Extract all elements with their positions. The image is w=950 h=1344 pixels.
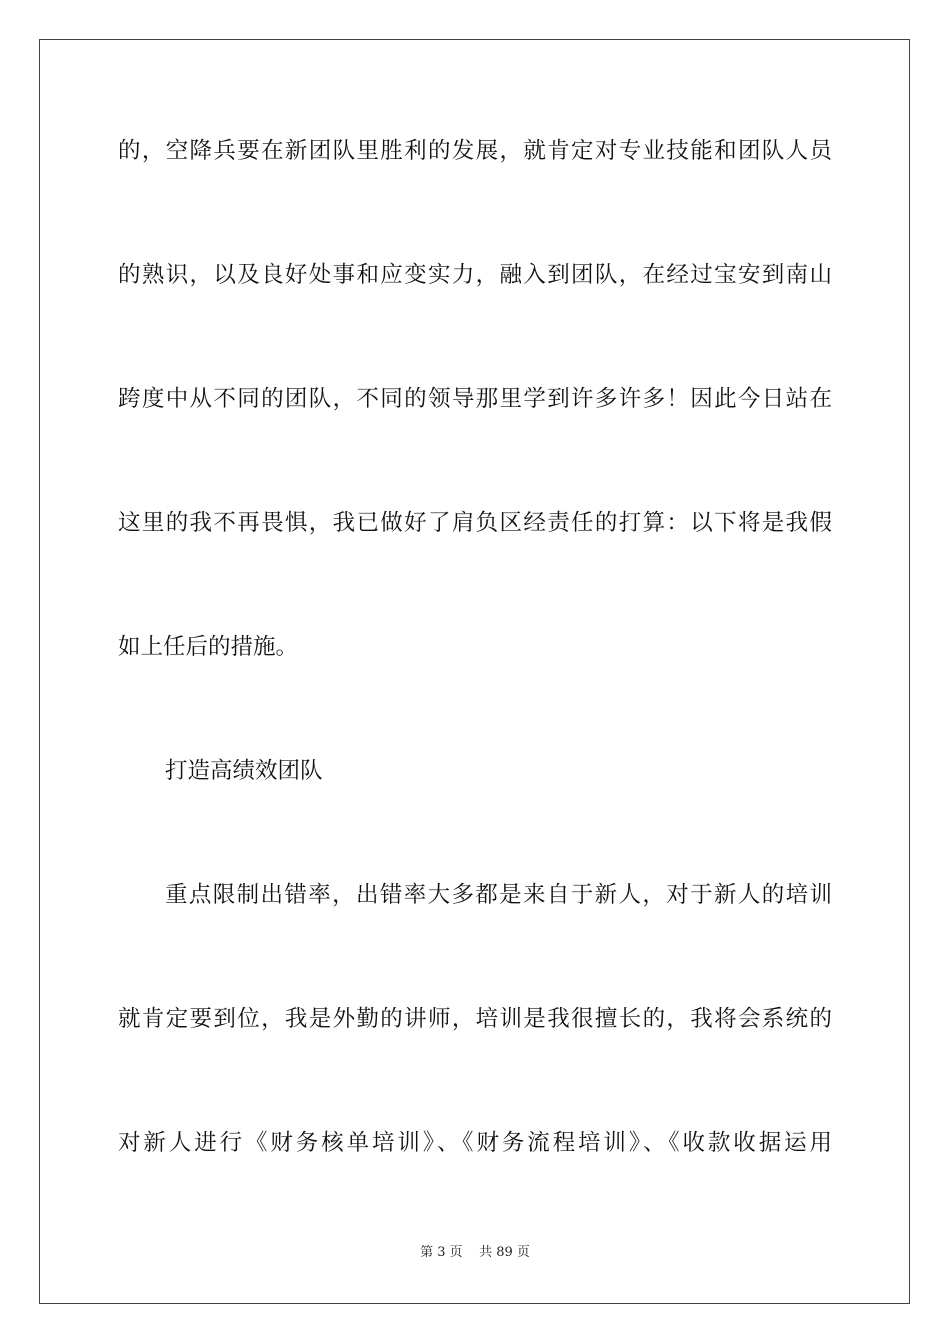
body-line-9: 对新人进行《财务核单培训》、《财务流程培训》、《收款收据运用	[118, 1130, 832, 1156]
page-number-footer: 第 3 页 共 89 页	[420, 1245, 530, 1260]
section-heading: 打造高绩效团队	[165, 758, 323, 784]
body-line-4: 这里的我不再畏惧，我已做好了肩负区经责任的打算：以下将是我假	[118, 510, 832, 536]
body-line-5: 如上任后的措施。	[118, 634, 299, 660]
page-frame	[39, 39, 910, 1304]
body-line-8: 就肯定要到位，我是外勤的讲师，培训是我很擅长的，我将会系统的	[118, 1006, 832, 1032]
body-line-7: 重点限制出错率，出错率大多都是来自于新人，对于新人的培训	[165, 882, 832, 908]
body-line-2: 的熟识，以及良好处事和应变实力，融入到团队，在经过宝安到南山	[118, 262, 832, 288]
body-line-3: 跨度中从不同的团队，不同的领导那里学到许多许多！因此今日站在	[118, 386, 832, 412]
body-line-1: 的，空降兵要在新团队里胜利的发展，就肯定对专业技能和团队人员	[118, 138, 832, 164]
